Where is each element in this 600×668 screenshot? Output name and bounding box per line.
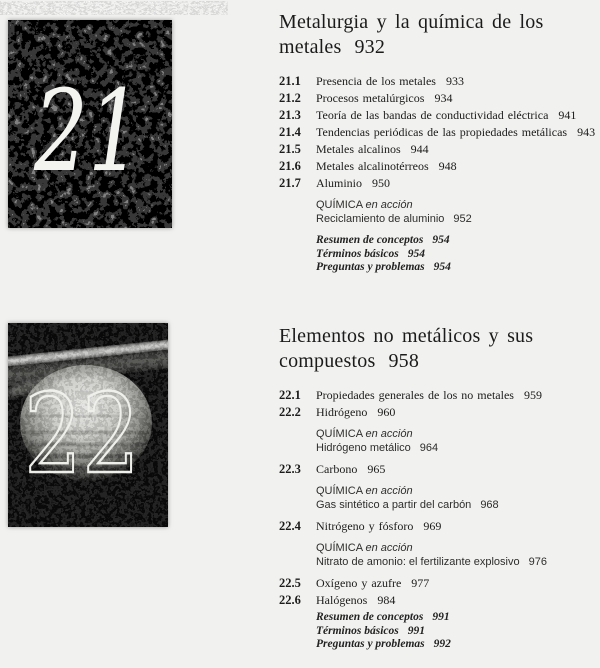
section-title: Presencia de los metales [316, 74, 436, 88]
section-number: 21.4 [279, 125, 301, 139]
chemistry-in-action-item [316, 441, 593, 455]
chem-heading-italic: en acción [365, 542, 413, 554]
section-number: 22.5 [279, 576, 301, 590]
chapter-21-end-matter [316, 234, 593, 275]
end-matter-label: Preguntas y problemas [316, 638, 425, 650]
chapter-21-title [279, 10, 593, 60]
chemistry-in-action-heading [316, 484, 593, 498]
chem-heading-plain: QUÍMICA [316, 199, 363, 211]
page-number: 968 [480, 499, 499, 511]
end-matter-line [316, 638, 593, 652]
section-title: Tendencias periódicas de las propiedades metálicas [316, 125, 568, 139]
end-matter-line [316, 625, 593, 639]
page-number: 984 [377, 593, 396, 607]
page-number: 952 [453, 213, 472, 225]
section-title: Metales alcalinotérreos [316, 159, 429, 173]
chem-heading-plain: QUÍMICA [316, 485, 363, 497]
page-number: 977 [411, 576, 430, 590]
page-number: 954 [407, 247, 425, 260]
section-number: 21.3 [279, 108, 301, 122]
page-number: 969 [423, 519, 442, 533]
chapter-title-text: Elementos no metálicos y sus compuestos [279, 325, 534, 372]
chem-heading-italic: en acción [365, 485, 413, 497]
page-number: 954 [432, 234, 450, 246]
end-matter-line [316, 248, 593, 262]
chemistry-in-action-block [316, 484, 593, 512]
chemistry-in-action-item [316, 555, 593, 569]
chemistry-in-action-block [316, 541, 593, 569]
chem-item-title: Nitrato de amonio: el fertilizante explosivo [316, 556, 520, 568]
section-number: 21.2 [279, 91, 301, 105]
page-number: 959 [523, 388, 542, 402]
section-title: Propiedades generales de los no metales [316, 388, 514, 402]
section-title: Hidrógeno [316, 405, 368, 419]
toc-entry-22-1 [279, 388, 593, 403]
toc-entry-21-3 [279, 108, 593, 123]
chem-heading-italic: en acción [365, 199, 413, 211]
chapter-number: 22 [24, 370, 140, 498]
toc-entry-21-1 [279, 74, 593, 89]
section-title: Teoría de las bandas de conductividad eléctrica [316, 108, 549, 122]
section-title: Nitrógeno y fósforo [316, 519, 414, 533]
chapter-21-contents [279, 10, 596, 275]
chemistry-in-action-item [316, 212, 593, 226]
page-number: 943 [577, 125, 596, 139]
end-matter-line [316, 611, 593, 625]
chapter-22-title [279, 324, 593, 374]
page-number: 960 [377, 405, 396, 419]
end-matter-label: Resumen de conceptos [316, 234, 424, 246]
section-title: Procesos metalúrgicos [316, 91, 425, 105]
chem-heading-italic: en acción [365, 428, 413, 440]
chapter-22-end-matter [316, 611, 593, 652]
end-matter-label: Términos básicos [316, 247, 399, 260]
page-number: 964 [419, 442, 439, 454]
chemistry-in-action-heading [316, 541, 593, 555]
chem-item-title: Reciclamiento de aluminio [316, 213, 445, 225]
end-matter-label: Términos básicos [316, 624, 399, 637]
chapter-start-page: 932 [354, 36, 386, 58]
end-matter-label: Resumen de conceptos [316, 611, 424, 623]
end-matter-line [316, 234, 593, 248]
toc-entry-21-7 [279, 176, 593, 191]
chapter-22-contents [279, 324, 593, 652]
page-number: 950 [372, 176, 391, 190]
chem-item-title: Gas sintético a partir del carbón [316, 499, 472, 511]
toc-entry-22-6 [279, 593, 593, 608]
toc-entry-22-4 [279, 519, 593, 534]
page-number: 965 [367, 462, 386, 476]
section-number: 21.5 [279, 142, 301, 156]
toc-entry-21-6 [279, 159, 593, 174]
section-number: 21.6 [279, 159, 301, 173]
toc-entry-22-2 [279, 405, 593, 420]
section-title: Carbono [316, 462, 358, 476]
section-title: Halógenos [316, 593, 368, 607]
chapter-start-page: 958 [388, 350, 420, 372]
page-number: 944 [410, 142, 429, 156]
page-number: 954 [433, 261, 451, 273]
section-number: 22.3 [279, 462, 301, 476]
chapter-number: 21 [33, 67, 142, 197]
section-number: 22.2 [279, 405, 301, 419]
chem-item-title: Hidrógeno metálico [316, 442, 411, 454]
section-number: 22.1 [279, 388, 301, 402]
toc-entry-21-4 [279, 125, 596, 140]
section-number: 21.7 [279, 176, 301, 190]
chem-heading-plain: QUÍMICA [316, 542, 363, 554]
page-number: 991 [407, 624, 425, 637]
toc-entry-21-5 [279, 142, 593, 157]
chemistry-in-action-item [316, 498, 593, 512]
section-number: 21.1 [279, 74, 301, 88]
toc-entry-22-5 [279, 576, 593, 591]
page-number: 991 [432, 611, 450, 623]
page-number: 941 [558, 108, 577, 122]
scan-noise-artifact [0, 1, 228, 15]
section-number: 22.6 [279, 593, 301, 607]
section-title: Metales alcalinos [316, 142, 401, 156]
page-number: 976 [528, 556, 547, 568]
page-number: 948 [438, 159, 457, 173]
chapter-21-photo [8, 20, 172, 228]
chemistry-in-action-block [316, 198, 593, 226]
toc-entry-21-2 [279, 91, 593, 106]
toc-entry-22-3 [279, 462, 593, 477]
page-number: 992 [433, 638, 451, 650]
page-number: 933 [445, 74, 464, 88]
chemistry-in-action-heading [316, 427, 593, 441]
chemistry-in-action-block [316, 427, 593, 455]
page-number: 934 [434, 91, 453, 105]
section-title: Aluminio [316, 176, 363, 190]
end-matter-line [316, 261, 593, 275]
chem-heading-plain: QUÍMICA [316, 428, 363, 440]
chapter-title-text: Metalurgia y la química de los metales [279, 11, 544, 58]
chapter-22-photo [8, 323, 168, 527]
end-matter-label: Preguntas y problemas [316, 261, 425, 273]
section-title: Oxígeno y azufre [316, 576, 402, 590]
section-number: 22.4 [279, 519, 301, 533]
chemistry-in-action-heading [316, 198, 593, 212]
